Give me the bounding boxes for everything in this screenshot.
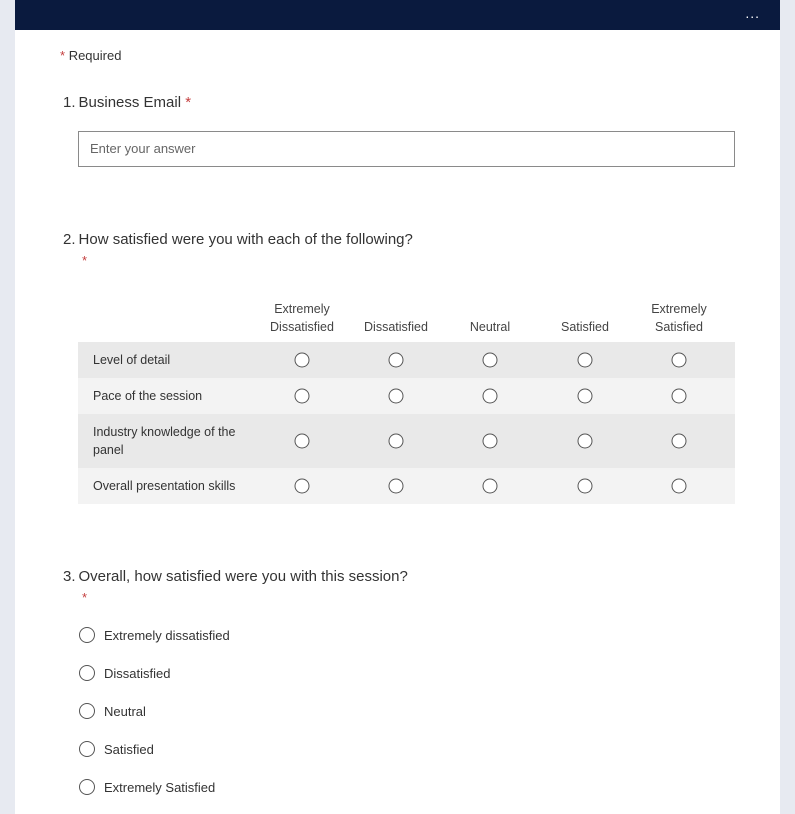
matrix-row xyxy=(78,414,735,468)
matrix-radio[interactable] xyxy=(295,353,310,368)
matrix-radio[interactable] xyxy=(389,434,404,449)
matrix-row-label: Level of detail xyxy=(93,353,171,367)
required-text: Required xyxy=(68,48,122,63)
matrix-row-label: Pace of the session xyxy=(93,389,203,403)
required-star: * xyxy=(82,253,88,268)
question-text: Overall, how satisfied were you with this session? xyxy=(78,568,408,585)
matrix-header xyxy=(78,295,735,342)
overall-satisfaction-option[interactable] xyxy=(79,777,215,797)
matrix-column-header: Dissatisfied xyxy=(364,320,428,334)
satisfaction-matrix xyxy=(78,295,735,504)
matrix-row-label: Industry knowledge of the panel xyxy=(93,425,236,457)
matrix-radio[interactable] xyxy=(295,389,310,404)
matrix-column-header: Neutral xyxy=(469,320,511,334)
option-label: Extremely dissatisfied xyxy=(104,627,230,643)
matrix-column-header: Extremely Dissatisfied xyxy=(270,302,334,334)
matrix-radio[interactable] xyxy=(578,389,593,404)
question-2-title xyxy=(63,231,413,248)
matrix-radio[interactable] xyxy=(483,434,498,449)
matrix-row-label: Overall presentation skills xyxy=(93,479,236,493)
required-star: * xyxy=(82,590,88,605)
radio-button[interactable] xyxy=(79,703,95,719)
radio-button[interactable] xyxy=(79,665,95,681)
business-email-input[interactable]: Enter your answer xyxy=(78,131,735,167)
question-text: Business Email xyxy=(78,94,182,111)
overall-satisfaction-option[interactable] xyxy=(79,625,230,645)
question-number: 1. xyxy=(63,94,76,111)
required-star: * xyxy=(60,48,66,63)
option-label: Satisfied xyxy=(104,741,154,757)
form-header-bar xyxy=(15,0,780,30)
matrix-radio[interactable] xyxy=(295,479,310,494)
matrix-radio[interactable] xyxy=(389,389,404,404)
question-text: How satisfied were you with each of the following? xyxy=(78,231,413,248)
matrix-radio[interactable] xyxy=(578,353,593,368)
matrix-row xyxy=(78,378,735,414)
matrix-radio[interactable] xyxy=(672,479,687,494)
matrix-radio[interactable] xyxy=(672,434,687,449)
matrix-radio[interactable] xyxy=(578,434,593,449)
overall-satisfaction-option[interactable] xyxy=(79,701,146,721)
matrix-row xyxy=(78,342,735,378)
matrix-column-header: Satisfied xyxy=(561,320,609,334)
matrix-radio[interactable] xyxy=(483,353,498,368)
matrix-radio[interactable] xyxy=(483,479,498,494)
matrix-radio[interactable] xyxy=(483,389,498,404)
option-label: Neutral xyxy=(104,703,146,719)
radio-button[interactable] xyxy=(79,741,95,757)
matrix-radio[interactable] xyxy=(389,353,404,368)
matrix-radio[interactable] xyxy=(389,479,404,494)
radio-button[interactable] xyxy=(79,627,95,643)
more-options-button[interactable]: ... xyxy=(745,5,760,21)
overall-satisfaction-option[interactable] xyxy=(79,663,170,683)
question-number: 3. xyxy=(63,568,76,585)
overall-satisfaction-option[interactable] xyxy=(79,739,154,759)
question-1-title xyxy=(63,94,191,111)
option-label: Extremely Satisfied xyxy=(104,779,216,795)
matrix-radio[interactable] xyxy=(295,434,310,449)
matrix-row xyxy=(78,468,735,504)
matrix-column-header: Extremely Satisfied xyxy=(651,302,707,334)
question-3-title xyxy=(63,568,408,585)
option-label: Dissatisfied xyxy=(104,665,171,681)
matrix-radio[interactable] xyxy=(578,479,593,494)
required-note xyxy=(60,48,121,63)
question-number: 2. xyxy=(63,231,76,248)
radio-button[interactable] xyxy=(79,779,95,795)
matrix-radio[interactable] xyxy=(672,389,687,404)
required-star: * xyxy=(185,94,192,111)
matrix-radio[interactable] xyxy=(672,353,687,368)
